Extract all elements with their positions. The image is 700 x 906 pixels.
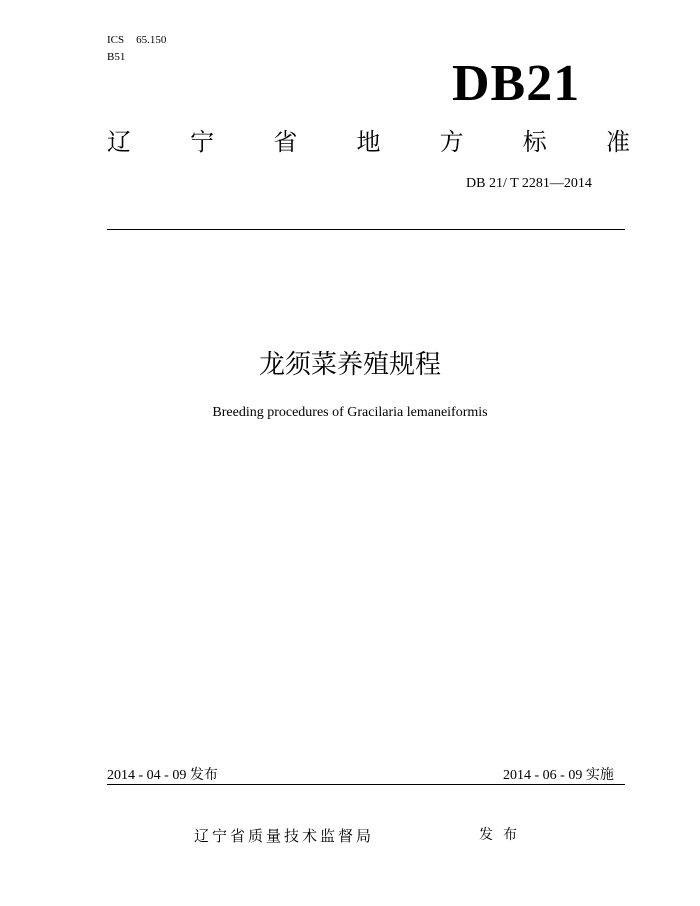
issue-date: 2014 - 04 - 09 发布 — [107, 768, 218, 783]
standard-type-char: 省 — [273, 128, 298, 156]
ics-label: ICS — [107, 34, 125, 46]
document-title-chinese: 龙须菜养殖规程 — [258, 350, 441, 380]
standard-type-char: 地 — [356, 128, 381, 156]
standard-type-title — [107, 127, 630, 157]
footer-divider — [107, 784, 625, 785]
ccs-code: B51 — [107, 51, 126, 63]
db-logo: DB21 — [452, 55, 581, 112]
issuing-authority: 辽宁省质量技术监督局 — [194, 827, 375, 845]
standard-type-char: 标 — [522, 128, 547, 156]
document-title-english: Breeding procedures of Gracilaria lemaneiformis — [212, 405, 488, 420]
standard-type-char: 辽 — [107, 128, 131, 156]
publish-label: 发布 — [479, 827, 527, 843]
implementation-date: 2014 - 06 - 09 实施 — [503, 768, 614, 783]
ics-classification — [107, 34, 166, 47]
standard-type-char: 宁 — [190, 128, 215, 156]
standard-type-char: 方 — [439, 128, 464, 156]
header-divider — [107, 229, 625, 230]
standard-type-char: 准 — [605, 128, 630, 156]
standard-number: DB 21/ T 2281—2014 — [466, 176, 592, 191]
ics-code: 65.150 — [136, 34, 167, 46]
